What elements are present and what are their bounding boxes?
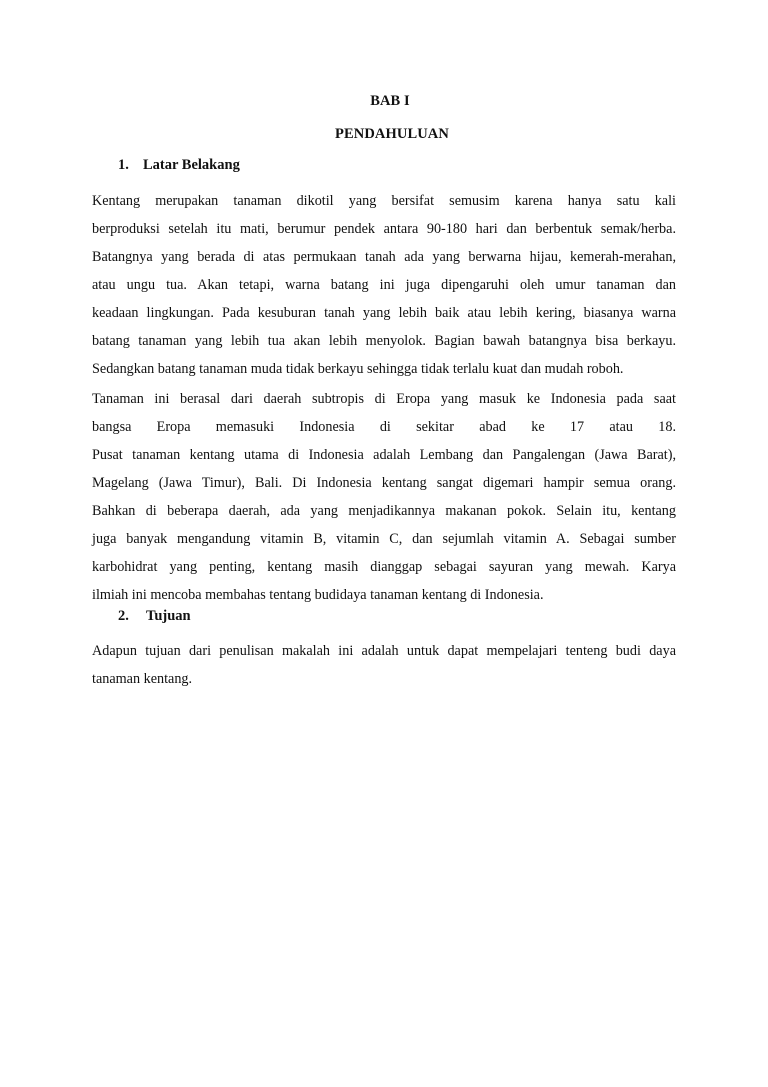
chapter-number: BAB I xyxy=(370,93,410,109)
text-line: Sedangkan batang tanaman muda tidak berkayu sehingga tidak terlalu kuat dan mudah roboh. xyxy=(92,361,624,377)
text-line: juga banyak mengandung vitamin B, vitamin C, dan sejumlah vitamin A. Sebagai sumber xyxy=(92,531,676,547)
text-line: karbohidrat yang penting, kentang masih dianggap sebagai sayuran yang mewah. Karya xyxy=(92,559,676,575)
section-heading-tujuan xyxy=(118,608,191,625)
text-line: batang tanaman yang lebih tua akan lebih menyolok. Bagian bawah batangnya bisa berkayu. xyxy=(92,333,676,349)
text-line: berproduksi setelah itu mati, berumur pendek antara 90-180 hari dan berbentuk semak/herba. xyxy=(92,221,676,237)
section-number: 2. xyxy=(118,608,129,624)
text-line: tanaman kentang. xyxy=(92,671,193,687)
chapter-title: PENDAHULUAN xyxy=(335,126,449,142)
section-heading-latar-belakang xyxy=(118,157,240,174)
text-line: bangsa Eropa memasuki Indonesia di sekitar abad ke 17 atau 18. xyxy=(92,419,676,435)
paragraph-tujuan xyxy=(92,637,676,693)
section-title: Tujuan xyxy=(146,608,191,624)
text-line: Tanaman ini berasal dari daerah subtropis di Eropa yang masuk ke Indonesia pada saat xyxy=(92,391,676,407)
text-line: Adapun tujuan dari penulisan makalah ini adalah untuk dapat mempelajari tenteng budi daya xyxy=(92,643,676,659)
section-title: Latar Belakang xyxy=(143,157,240,173)
text-line: Kentang merupakan tanaman dikotil yang bersifat semusim karena hanya satu kali xyxy=(92,193,676,209)
text-line: ilmiah ini mencoba membahas tentang budidaya tanaman kentang di Indonesia. xyxy=(92,587,544,603)
text-line: Bahkan di beberapa daerah, ada yang menjadikannya makanan pokok. Selain itu, kentang xyxy=(92,503,676,519)
paragraph-latar-belakang-2 xyxy=(92,385,676,609)
text-line: Batangnya yang berada di atas permukaan tanah ada yang berwarna hijau, kemerah-merahan, xyxy=(92,249,676,265)
section-number: 1. xyxy=(118,157,129,173)
text-line: Pusat tanaman kentang utama di Indonesia adalah Lembang dan Pangalengan (Jawa Barat), xyxy=(92,447,676,463)
paragraph-latar-belakang-1 xyxy=(92,187,676,383)
text-line: keadaan lingkungan. Pada kesuburan tanah yang lebih baik atau lebih kering, biasanya warna xyxy=(92,305,676,321)
text-line: Magelang (Jawa Timur), Bali. Di Indonesia kentang sangat digemari hampir semua orang. xyxy=(92,475,676,491)
text-line: atau ungu tua. Akan tetapi, warna batang ini juga dipengaruhi oleh umur tanaman dan xyxy=(92,277,676,293)
